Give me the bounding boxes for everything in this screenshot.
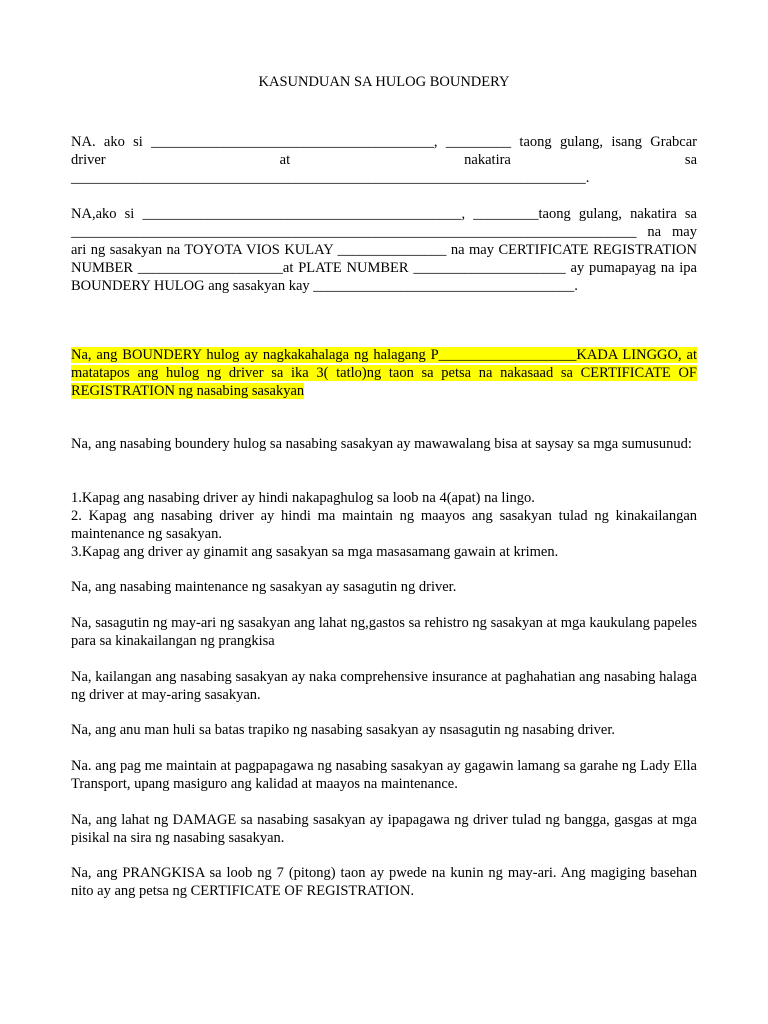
clause-damage: Na, ang lahat ng DAMAGE sa nasabing sasakyan ay ipapagawa ng driver tulad ng bangga, gasgas at mga pisikal na sira ng nasabing sasakyan. (71, 812, 697, 846)
void-conditions-intro: Na, ang nasabing boundery hulog sa nasabing sasakyan ay mawawalang bisa at saysay sa mga sumusunud: (71, 436, 692, 452)
clause-insurance: Na, kailangan ang nasabing sasakyan ay naka comprehensive insurance at paghahatian ang nasabing halaga ng driver at may-aring sasakyan. (71, 669, 697, 703)
condition-item: 2. Kapag ang nasabing driver ay hindi ma maintain ng maayos ang sasakyan tulad ng kinakailangan maintenance ng sasakyan. (71, 508, 697, 542)
clause-maintenance: Na, ang nasabing maintenance ng sasakyan ay sasagutin ng driver. (71, 579, 457, 595)
clause-registration-costs: Na, sasagutin ng may-ari ng sasakyan ang lahat ng,gastos sa rehistro ng sasakyan at mga kaukulang papeles para sa kinakailangan ng prangkisa (71, 615, 697, 649)
clause-traffic-violations: Na, ang anu man huli sa batas trapiko ng nasabing sasakyan ay nsasagutin ng nasabing driver. (71, 722, 616, 738)
boundery-clause-paragraph (71, 346, 697, 400)
boundery-clause-highlight: Na, ang BOUNDERY hulog ay nagkakahalaga ng halagang P___________________KADA LINGGO, at matatapos ang hulog ng driver sa ika 3( tatlo)ng taon sa petsa na nakasaad sa CERTIFICATE OF REGISTRATION ng nasabing sasakyan (71, 347, 697, 399)
condition-item: 3.Kapag ang driver ay ginamit ang sasakyan sa mga masasamang gawain at krimen. (71, 544, 559, 560)
party-two-paragraph: NA,ako si ____________________________________________, _________taong gulang, nakatira sa ______________________________________________________________________________ na may ari ng sasakyan na TOYOTA VIOS KULAY _______________ na may CERTIFICATE REGISTRATION NUMBER ____________________at PLATE NUMBER _____________________ ay pumapayag na ipa BOUNDERY HULOG ang sasakyan kay ____________________________________. (71, 206, 697, 294)
clause-prangkisa: Na, ang PRANGKISA sa loob ng 7 (pitong) taon ay pwede na kunin ng may-ari. Ang magiging basehan nito ay ang petsa ng CERTIFICATE OF REGISTRATION. (71, 865, 697, 899)
party-one-paragraph: NA. ako si _______________________________________, _________ taong gulang, isang Grabcar driver at nakatira sa _______________________________________________________________________. (71, 134, 697, 186)
document-title: KASUNDUAN SA HULOG BOUNDERY (258, 74, 510, 90)
conditions-list (71, 489, 697, 561)
clause-garage-maintenance: Na. ang pag me maintain at pagpapagawa ng nasabing sasakyan ay gagawin lamang sa garahe ng Lady Ella Transport, upang masiguro ang kalidad at maayos na maintenance. (71, 758, 697, 792)
condition-item: 1.Kapag ang nasabing driver ay hindi nakapaghulog sa loob na 4(apat) na lingo. (71, 490, 535, 506)
